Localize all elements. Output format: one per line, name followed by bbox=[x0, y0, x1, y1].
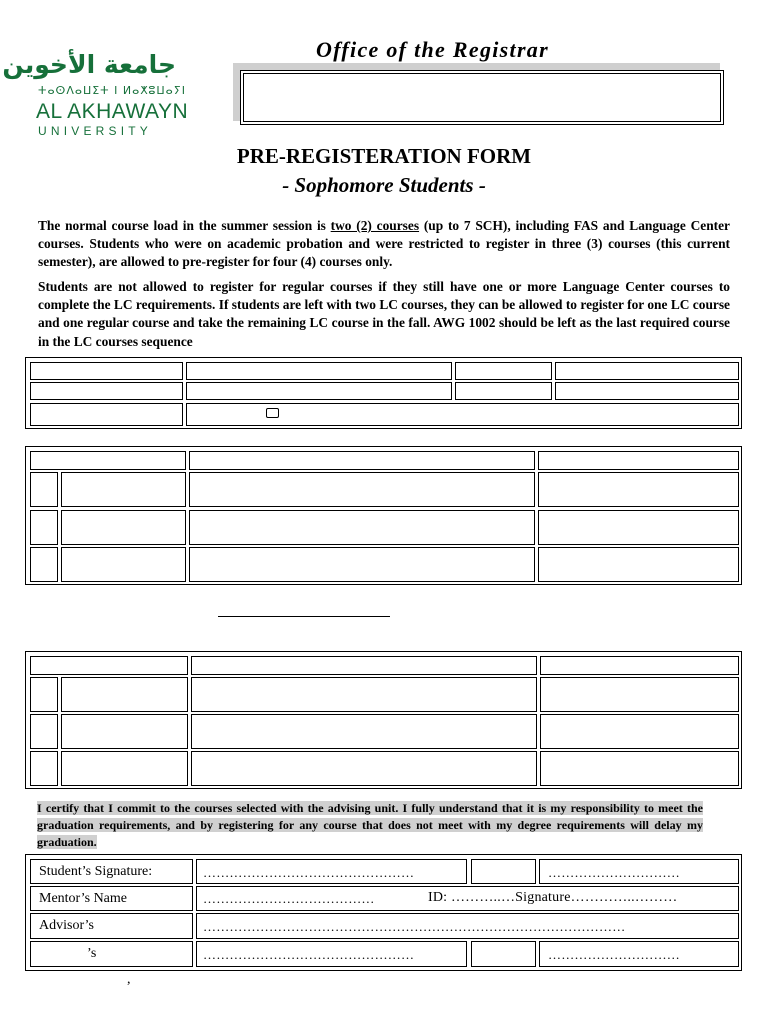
university-logo bbox=[2, 48, 189, 138]
course-code-cell[interactable] bbox=[61, 510, 186, 545]
header-cell bbox=[30, 451, 186, 470]
mentor-label-cell bbox=[30, 886, 193, 911]
university-name-line2: UNIVERSITY bbox=[38, 124, 153, 138]
course-extra-cell[interactable] bbox=[540, 677, 739, 712]
header-cell bbox=[538, 451, 739, 470]
info-cell[interactable] bbox=[30, 403, 183, 426]
course-title-cell[interactable] bbox=[191, 677, 537, 712]
student-signature-label: Student’s Signature: bbox=[39, 864, 153, 879]
course-title-cell[interactable] bbox=[191, 714, 537, 749]
fourth-signature-dots: ………………………………………… bbox=[203, 947, 415, 962]
course-title-cell[interactable] bbox=[191, 751, 537, 786]
student-signature-dots: ………………………………………… bbox=[203, 865, 415, 880]
student-signature-field[interactable] bbox=[196, 859, 467, 884]
fourth-date-dots: ………………………… bbox=[548, 947, 680, 962]
checkbox[interactable] bbox=[266, 408, 279, 418]
tifinagh-logo-text: ⵜⴰⵙⴷⴰⵡⵉⵜ ⵏ ⵍⴰⵅⵓⵡⴰⵢⵏ bbox=[38, 84, 186, 97]
student-signature-small-cell[interactable] bbox=[471, 859, 536, 884]
mentor-name-dots: ………………………………… bbox=[203, 891, 375, 906]
svg-text:جامعة الأخوين: جامعة الأخوين bbox=[2, 50, 176, 79]
header-cell bbox=[30, 656, 188, 675]
arabic-logo-text bbox=[2, 48, 178, 79]
course-extra-cell[interactable] bbox=[538, 547, 739, 582]
info-cell[interactable] bbox=[186, 382, 452, 400]
course-extra-cell[interactable] bbox=[538, 510, 739, 545]
student-date-field[interactable] bbox=[539, 859, 739, 884]
fourth-label-cell bbox=[30, 941, 193, 967]
university-name-line1: AL AKHAWAYN bbox=[36, 100, 189, 123]
certification-statement: I certify that I commit to the courses selected with the advising unit. I fully understand that it is my responsibility to meet the graduation requirements, and by registering for any course that does not meet with my degree requirements will delay my graduation. bbox=[37, 801, 703, 849]
mentor-field[interactable] bbox=[196, 886, 739, 911]
course-table-2 bbox=[25, 651, 742, 789]
student-signature-label-cell bbox=[30, 859, 193, 884]
course-title-cell[interactable] bbox=[189, 547, 535, 582]
course-code-cell[interactable] bbox=[61, 547, 186, 582]
info-cell[interactable] bbox=[555, 362, 739, 380]
info-cell[interactable] bbox=[555, 382, 739, 400]
header-cell bbox=[189, 451, 535, 470]
info-cell[interactable] bbox=[455, 382, 552, 400]
mentor-name-label: Mentor’s Name bbox=[39, 891, 127, 906]
row-number-cell bbox=[30, 510, 58, 545]
office-title: Office of the Registrar bbox=[316, 37, 549, 62]
course-code-cell[interactable] bbox=[61, 472, 186, 507]
student-date-dots: ………………………… bbox=[548, 865, 680, 880]
course-extra-cell[interactable] bbox=[540, 714, 739, 749]
course-table-1 bbox=[25, 446, 742, 585]
course-title-cell[interactable] bbox=[189, 472, 535, 507]
row-number-cell bbox=[30, 472, 58, 507]
row-number-cell bbox=[30, 547, 58, 582]
advisor-label-cell bbox=[30, 913, 193, 939]
mentor-id-signature: ID: ………..…Signature…………..……… bbox=[428, 890, 678, 905]
row-number-cell bbox=[30, 751, 58, 786]
form-subtitle: - Sophomore Students - bbox=[282, 173, 486, 197]
fourth-signer-label: ’s bbox=[87, 946, 97, 961]
header-cell bbox=[191, 656, 537, 675]
course-extra-cell[interactable] bbox=[540, 751, 739, 786]
row-number-cell bbox=[30, 677, 58, 712]
course-extra-cell[interactable] bbox=[538, 472, 739, 507]
course-code-cell[interactable] bbox=[61, 751, 188, 786]
course-code-cell[interactable] bbox=[61, 677, 188, 712]
course-code-cell[interactable] bbox=[61, 714, 188, 749]
form-title: PRE-REGISTERATION FORM bbox=[236, 144, 532, 168]
course-title-cell[interactable] bbox=[189, 510, 535, 545]
fourth-small-cell[interactable] bbox=[471, 941, 536, 967]
info-cell[interactable] bbox=[455, 362, 552, 380]
info-cell[interactable] bbox=[30, 382, 183, 400]
advisor-field[interactable] bbox=[196, 913, 739, 939]
advisor-dots: …………………………………………………………………………………… bbox=[203, 919, 626, 934]
header-cell bbox=[540, 656, 739, 675]
row-number-cell bbox=[30, 714, 58, 749]
fourth-date-field[interactable] bbox=[539, 941, 739, 967]
info-cell[interactable] bbox=[30, 362, 183, 380]
student-info-table bbox=[25, 357, 742, 429]
fourth-signature-field[interactable] bbox=[196, 941, 467, 967]
intro-paragraph-1: The normal course load in the summer session is two (2) courses (up to 7 SCH), including FAS and Language Center courses. Students who were on academic probation and were restricted to register in three (3) courses (this current semester), are allowed to pre-register for four (4) courses only. bbox=[38, 218, 730, 270]
title-box bbox=[240, 70, 724, 125]
separator-line bbox=[218, 616, 390, 617]
footer-mark: , bbox=[127, 972, 131, 987]
signature-table bbox=[25, 854, 742, 971]
advisor-label: Advisor’s bbox=[39, 918, 94, 933]
info-cell[interactable] bbox=[186, 362, 452, 380]
intro-paragraph-2: Students are not allowed to register for regular courses if they still have one or more Language Center courses to complete the LC requirements. If students are left with two LC courses, they can be allowed to register for one LC course and one regular course and take the remaining LC course in the fall. AWG 1002 should be left as the last required course in the LC courses sequence bbox=[38, 279, 730, 349]
